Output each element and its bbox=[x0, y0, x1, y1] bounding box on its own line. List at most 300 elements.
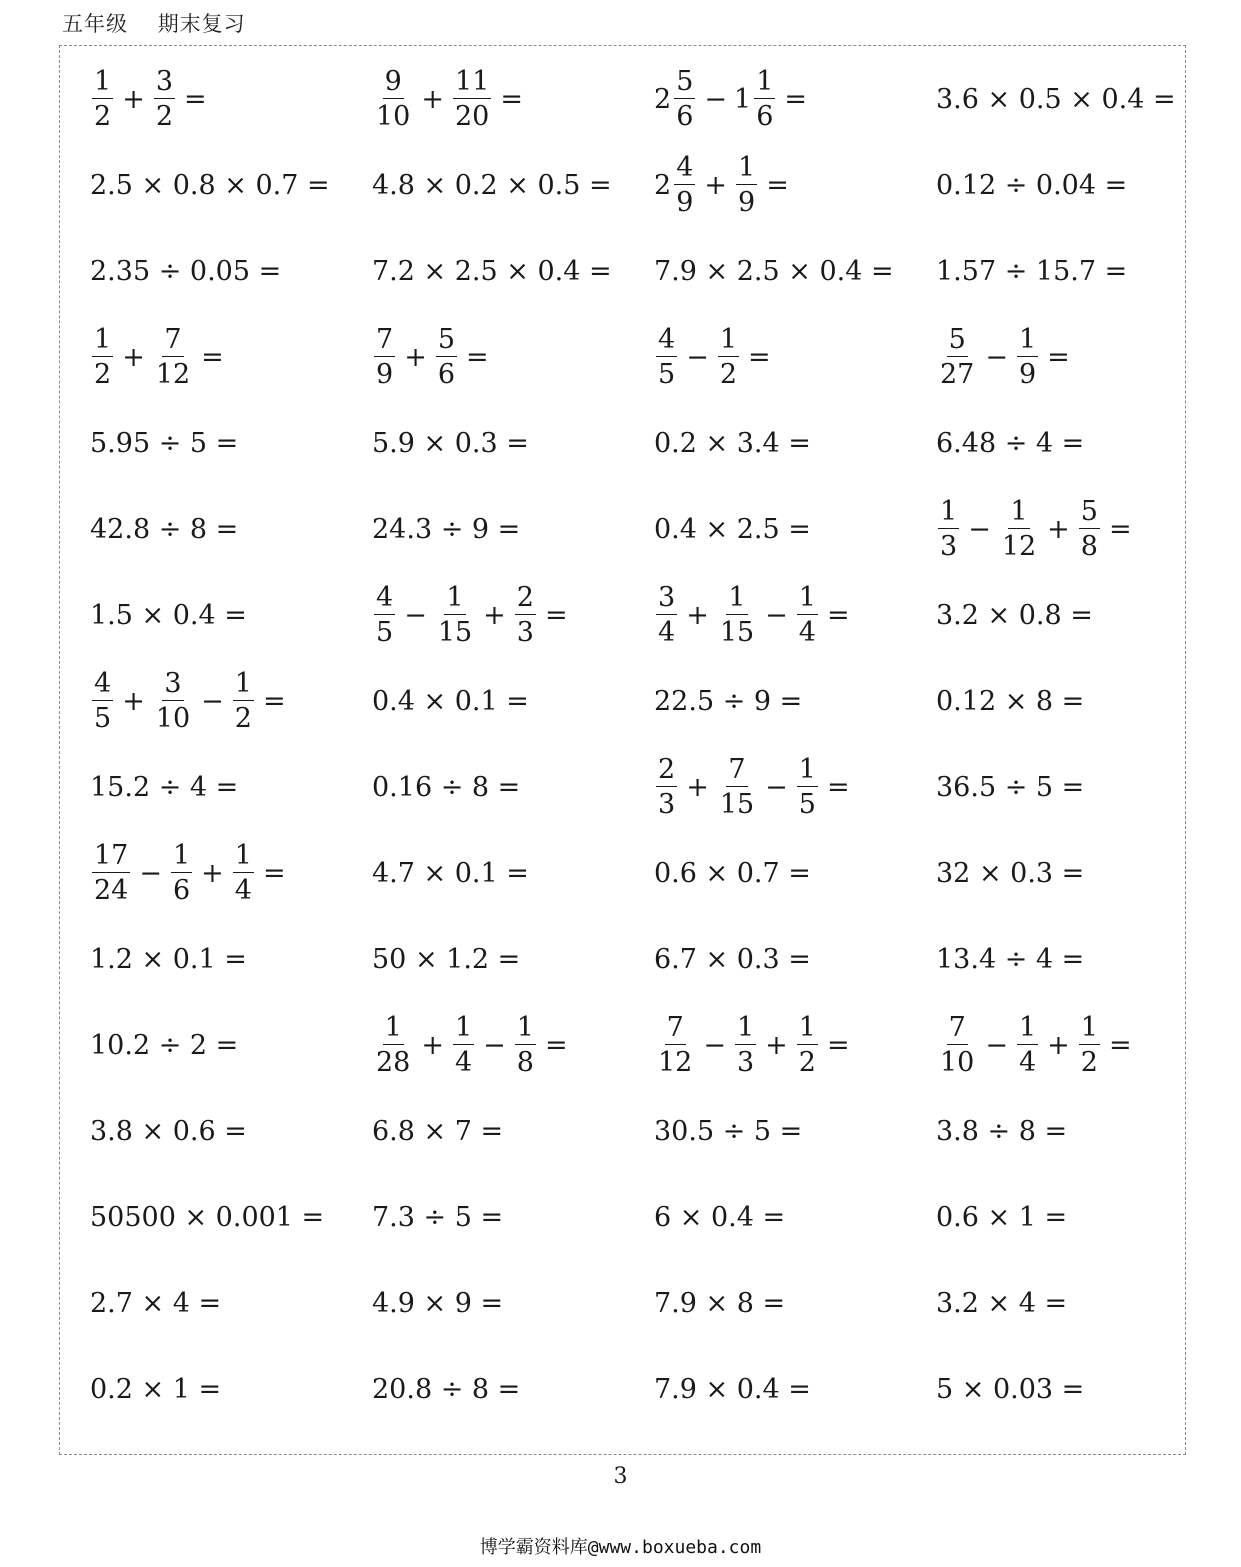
fraction bbox=[797, 756, 818, 818]
expression-text: 3.8 ÷ 8 = bbox=[936, 1115, 1068, 1147]
fraction bbox=[374, 68, 412, 130]
denominator: 4 bbox=[1018, 1047, 1037, 1078]
problem-row bbox=[90, 830, 1210, 916]
problem bbox=[936, 658, 1084, 744]
numerator: 5 bbox=[437, 324, 455, 355]
expression-text: 2.35 ÷ 0.05 = bbox=[90, 255, 282, 287]
problem bbox=[936, 916, 1084, 1002]
problem bbox=[936, 1346, 1084, 1432]
problem bbox=[372, 658, 529, 744]
denominator: 5 bbox=[798, 789, 816, 820]
expression-text: 6 × 0.4 = bbox=[654, 1201, 786, 1233]
denominator: 10 bbox=[376, 101, 411, 132]
problem bbox=[90, 572, 247, 658]
denominator: 9 bbox=[1018, 359, 1037, 390]
expression-text: 0.2 × 1 = bbox=[90, 1373, 222, 1405]
problem bbox=[654, 1260, 785, 1346]
denominator: 2 bbox=[94, 101, 112, 132]
denominator: 10 bbox=[940, 1047, 975, 1078]
operator: = bbox=[262, 857, 286, 889]
fraction bbox=[656, 326, 677, 388]
fraction bbox=[154, 670, 192, 732]
fraction bbox=[754, 68, 775, 130]
problem bbox=[90, 228, 281, 314]
expression-text: 5 × 0.03 = bbox=[936, 1373, 1085, 1405]
numerator: 1 bbox=[1018, 324, 1037, 355]
numerator: 1 bbox=[454, 1012, 473, 1043]
problem bbox=[936, 228, 1127, 314]
expression-text: 3.8 × 0.6 = bbox=[90, 1115, 247, 1147]
expression-text: 15.2 ÷ 4 = bbox=[90, 771, 239, 803]
numerator: 1 bbox=[94, 324, 112, 355]
operator: − bbox=[404, 599, 427, 631]
fraction bbox=[1079, 498, 1100, 560]
numerator: 1 bbox=[1080, 1012, 1098, 1043]
expression-text: 5.9 × 0.3 = bbox=[372, 427, 529, 459]
numerator: 7 bbox=[728, 754, 746, 785]
problem-row bbox=[90, 1346, 1210, 1432]
denominator: 9 bbox=[676, 187, 694, 218]
problem bbox=[936, 1174, 1067, 1260]
footer-watermark: 博学霸资料库@www.boxueba.com bbox=[479, 1537, 762, 1558]
problem bbox=[654, 658, 802, 744]
operator: − bbox=[985, 341, 1008, 373]
denominator: 6 bbox=[437, 359, 455, 390]
denominator: 6 bbox=[676, 101, 694, 132]
problem-row bbox=[90, 1260, 1210, 1346]
operator: + bbox=[122, 685, 145, 717]
operator: + bbox=[421, 83, 444, 115]
operator: + bbox=[122, 83, 145, 115]
problem bbox=[90, 830, 293, 916]
denominator: 2 bbox=[719, 359, 737, 390]
problem bbox=[90, 1346, 221, 1432]
expression-text: 13.4 ÷ 4 = bbox=[936, 943, 1085, 975]
problem-row bbox=[90, 658, 1210, 744]
expression-text: 4.9 × 9 = bbox=[372, 1287, 504, 1319]
numerator: 1 bbox=[1018, 1012, 1037, 1043]
problem bbox=[936, 1260, 1067, 1346]
expression-text: 10.2 ÷ 2 = bbox=[90, 1029, 239, 1061]
page-number: 3 bbox=[613, 1464, 628, 1489]
problem bbox=[936, 400, 1084, 486]
fraction bbox=[1017, 326, 1038, 388]
expression-text: 24.3 ÷ 9 = bbox=[372, 513, 521, 545]
problem bbox=[372, 486, 520, 572]
denominator: 2 bbox=[155, 101, 173, 132]
fraction bbox=[1079, 1014, 1100, 1076]
denominator: 4 bbox=[798, 617, 816, 648]
operator: = bbox=[500, 83, 523, 115]
expression-text: 32 × 0.3 = bbox=[936, 857, 1085, 889]
fraction bbox=[374, 326, 395, 388]
numerator: 1 bbox=[516, 1012, 534, 1043]
numerator: 1 bbox=[446, 582, 464, 613]
problem bbox=[372, 916, 520, 1002]
denominator: 6 bbox=[172, 875, 191, 906]
numerator: 1 bbox=[172, 840, 191, 871]
numerator: 3 bbox=[658, 582, 676, 613]
problem bbox=[936, 56, 1176, 142]
numerator: 7 bbox=[948, 1012, 966, 1043]
denominator: 10 bbox=[155, 703, 191, 734]
fraction bbox=[436, 584, 474, 646]
denominator: 2 bbox=[1080, 1047, 1098, 1078]
expression-text: 6.48 ÷ 4 = bbox=[936, 427, 1085, 459]
problem bbox=[372, 142, 612, 228]
denominator: 28 bbox=[376, 1047, 411, 1078]
denominator: 4 bbox=[658, 617, 676, 648]
numerator: 1 bbox=[756, 66, 774, 97]
operator: = bbox=[1108, 513, 1132, 545]
fraction bbox=[515, 584, 536, 646]
denominator: 12 bbox=[155, 359, 191, 390]
operator: = bbox=[826, 1029, 850, 1061]
problem bbox=[90, 658, 293, 744]
denominator: 4 bbox=[234, 875, 252, 906]
operator: = bbox=[262, 685, 286, 717]
problem-row bbox=[90, 1002, 1210, 1088]
problem bbox=[90, 400, 238, 486]
expression-text: 6.8 × 7 = bbox=[372, 1115, 504, 1147]
operator: + bbox=[765, 1029, 788, 1061]
operator: + bbox=[421, 1029, 444, 1061]
fraction bbox=[674, 154, 695, 216]
fraction bbox=[938, 326, 976, 388]
mixed-whole: 2 bbox=[654, 83, 672, 115]
denominator: 3 bbox=[940, 531, 958, 562]
problem bbox=[654, 486, 811, 572]
mixed-whole: 2 bbox=[654, 169, 672, 201]
problem bbox=[654, 56, 814, 142]
expression-text: 7.9 × 0.4 = bbox=[654, 1373, 811, 1405]
expression-text: 50 × 1.2 = bbox=[372, 943, 521, 975]
problem bbox=[936, 1002, 1139, 1088]
problem-row bbox=[90, 228, 1210, 314]
expression-text: 36.5 ÷ 5 = bbox=[936, 771, 1085, 803]
operator: − bbox=[483, 1029, 506, 1061]
operator: + bbox=[686, 771, 709, 803]
operator: − bbox=[968, 513, 991, 545]
expression-text: 3.2 × 4 = bbox=[936, 1287, 1068, 1319]
operator: = bbox=[544, 1029, 568, 1061]
expression-text: 4.8 × 0.2 × 0.5 = bbox=[372, 169, 612, 201]
operator: − bbox=[139, 857, 162, 889]
problem bbox=[936, 830, 1084, 916]
problem bbox=[936, 486, 1139, 572]
denominator: 5 bbox=[94, 703, 112, 734]
expression-text: 7.9 × 8 = bbox=[654, 1287, 786, 1319]
expression-text: 3.2 × 0.8 = bbox=[936, 599, 1093, 631]
problem bbox=[654, 142, 796, 228]
problem bbox=[654, 830, 811, 916]
fraction bbox=[374, 1014, 412, 1076]
operator: + bbox=[1047, 1029, 1070, 1061]
problem bbox=[654, 916, 811, 1002]
fraction bbox=[515, 1014, 536, 1076]
fraction bbox=[656, 756, 677, 818]
problem bbox=[372, 228, 612, 314]
fraction bbox=[171, 842, 192, 904]
problem bbox=[936, 142, 1127, 228]
fraction bbox=[938, 1014, 976, 1076]
operator: = bbox=[184, 83, 207, 115]
denominator: 2 bbox=[234, 703, 252, 734]
problem bbox=[654, 572, 857, 658]
fraction bbox=[1017, 1014, 1038, 1076]
numerator: 1 bbox=[94, 66, 112, 97]
numerator: 1 bbox=[738, 152, 756, 183]
operator: + bbox=[122, 341, 145, 373]
problem bbox=[936, 744, 1084, 830]
denominator: 9 bbox=[376, 359, 394, 390]
problem bbox=[372, 314, 496, 400]
expression-text: 0.4 × 0.1 = bbox=[372, 685, 529, 717]
problem bbox=[372, 744, 520, 830]
operator: − bbox=[765, 599, 788, 631]
problem bbox=[654, 314, 778, 400]
fraction bbox=[938, 498, 959, 560]
expression-text: 0.6 × 1 = bbox=[936, 1201, 1068, 1233]
numerator: 2 bbox=[658, 754, 676, 785]
expression-text: 7.2 × 2.5 × 0.4 = bbox=[372, 255, 612, 287]
numerator: 7 bbox=[376, 324, 394, 355]
expression-text: 0.12 × 8 = bbox=[936, 685, 1085, 717]
fraction bbox=[718, 756, 756, 818]
fraction bbox=[233, 670, 254, 732]
numerator: 1 bbox=[798, 754, 816, 785]
problem-row bbox=[90, 916, 1210, 1002]
denominator: 3 bbox=[658, 789, 676, 820]
problem bbox=[372, 830, 529, 916]
expression-text: 1.5 × 0.4 = bbox=[90, 599, 247, 631]
numerator: 4 bbox=[376, 582, 394, 613]
operator: − bbox=[985, 1029, 1008, 1061]
operator: = bbox=[784, 83, 807, 115]
expression-text: 1.2 × 0.1 = bbox=[90, 943, 247, 975]
problem-row bbox=[90, 486, 1210, 572]
problem bbox=[654, 1346, 811, 1432]
problem bbox=[936, 572, 1093, 658]
problem bbox=[372, 1260, 503, 1346]
operator: + bbox=[686, 599, 709, 631]
expression-text: 7.9 × 2.5 × 0.4 = bbox=[654, 255, 894, 287]
operator: = bbox=[826, 771, 850, 803]
problem-row bbox=[90, 56, 1210, 142]
numerator: 11 bbox=[454, 66, 490, 97]
problem bbox=[654, 1174, 785, 1260]
denominator: 3 bbox=[736, 1047, 755, 1078]
problem bbox=[654, 400, 811, 486]
fraction bbox=[656, 1014, 694, 1076]
operator: = bbox=[544, 599, 568, 631]
numerator: 1 bbox=[234, 840, 252, 871]
fraction bbox=[92, 670, 113, 732]
denominator: 15 bbox=[719, 617, 755, 648]
expression-text: 0.6 × 0.7 = bbox=[654, 857, 811, 889]
fraction bbox=[436, 326, 457, 388]
fraction bbox=[453, 68, 491, 130]
denominator: 2 bbox=[94, 359, 112, 390]
fraction bbox=[92, 842, 130, 904]
problem-row bbox=[90, 314, 1210, 400]
operator: − bbox=[703, 1029, 726, 1061]
header-title: 期末复习 bbox=[157, 12, 246, 36]
numerator: 7 bbox=[164, 324, 182, 355]
fraction bbox=[233, 842, 254, 904]
expression-text: 1.57 ÷ 15.7 = bbox=[936, 255, 1128, 287]
expression-text: 6.7 × 0.3 = bbox=[654, 943, 811, 975]
operator: + bbox=[1047, 513, 1070, 545]
problem bbox=[654, 1088, 802, 1174]
grade-label: 五年级 bbox=[62, 12, 128, 36]
numerator: 5 bbox=[1080, 496, 1098, 527]
fraction bbox=[453, 1014, 474, 1076]
numerator: 5 bbox=[676, 66, 694, 97]
operator: = bbox=[766, 169, 789, 201]
numerator: 7 bbox=[666, 1012, 684, 1043]
numerator: 1 bbox=[719, 324, 737, 355]
problem bbox=[372, 1002, 575, 1088]
fraction bbox=[718, 584, 756, 646]
operator: = bbox=[201, 341, 224, 373]
operator: + bbox=[404, 341, 427, 373]
numerator: 2 bbox=[516, 582, 534, 613]
fraction bbox=[797, 1014, 818, 1076]
denominator: 8 bbox=[516, 1047, 534, 1078]
expression-text: 20.8 ÷ 8 = bbox=[372, 1373, 521, 1405]
fraction bbox=[154, 68, 175, 130]
problem bbox=[90, 56, 214, 142]
problem bbox=[90, 916, 247, 1002]
expression-text: 42.8 ÷ 8 = bbox=[90, 513, 239, 545]
expression-text: 0.2 × 3.4 = bbox=[654, 427, 811, 459]
denominator: 2 bbox=[798, 1047, 816, 1078]
numerator: 3 bbox=[155, 66, 173, 97]
page-header bbox=[62, 8, 268, 38]
problem bbox=[90, 486, 238, 572]
fraction bbox=[674, 68, 695, 130]
expression-text: 2.7 × 4 = bbox=[90, 1287, 222, 1319]
denominator: 8 bbox=[1080, 531, 1098, 562]
problem bbox=[936, 1088, 1067, 1174]
expression-text: 5.95 ÷ 5 = bbox=[90, 427, 239, 459]
problem-row bbox=[90, 400, 1210, 486]
fraction bbox=[718, 326, 739, 388]
problem bbox=[90, 1088, 247, 1174]
denominator: 3 bbox=[516, 617, 534, 648]
numerator: 17 bbox=[94, 840, 129, 871]
fraction bbox=[374, 584, 395, 646]
problem-row bbox=[90, 1174, 1210, 1260]
problem-grid bbox=[90, 56, 1210, 1432]
expression-text: 0.4 × 2.5 = bbox=[654, 513, 811, 545]
numerator: 4 bbox=[676, 152, 694, 183]
expression-text: 3.6 × 0.5 × 0.4 = bbox=[936, 83, 1176, 115]
problem-row bbox=[90, 142, 1210, 228]
problem bbox=[372, 56, 530, 142]
numerator: 1 bbox=[1010, 496, 1028, 527]
expression-text: 0.16 ÷ 8 = bbox=[372, 771, 521, 803]
expression-text: 0.12 ÷ 0.04 = bbox=[936, 169, 1128, 201]
denominator: 15 bbox=[719, 789, 755, 820]
denominator: 12 bbox=[1001, 531, 1037, 562]
operator: − bbox=[201, 685, 224, 717]
problem bbox=[90, 1260, 221, 1346]
problem bbox=[654, 1002, 857, 1088]
operator: = bbox=[748, 341, 771, 373]
problem bbox=[372, 1346, 520, 1432]
operator: − bbox=[704, 83, 727, 115]
expression-text: 2.5 × 0.8 × 0.7 = bbox=[90, 169, 330, 201]
problem bbox=[372, 572, 575, 658]
fraction bbox=[92, 68, 113, 130]
denominator: 6 bbox=[756, 101, 774, 132]
problem bbox=[90, 744, 238, 830]
numerator: 1 bbox=[728, 582, 746, 613]
operator: + bbox=[201, 857, 224, 889]
fraction bbox=[154, 326, 192, 388]
operator: = bbox=[1047, 341, 1070, 373]
numerator: 9 bbox=[384, 66, 402, 97]
problem bbox=[372, 1174, 503, 1260]
problem bbox=[90, 1002, 238, 1088]
numerator: 4 bbox=[658, 324, 676, 355]
numerator: 1 bbox=[234, 668, 252, 699]
operator: − bbox=[765, 771, 788, 803]
denominator: 9 bbox=[738, 187, 756, 218]
numerator: 1 bbox=[736, 1012, 755, 1043]
problem bbox=[372, 1088, 503, 1174]
operator: = bbox=[466, 341, 489, 373]
expression-text: 50500 × 0.001 = bbox=[90, 1201, 325, 1233]
problem bbox=[372, 400, 529, 486]
problem bbox=[90, 142, 330, 228]
problem-row bbox=[90, 744, 1210, 830]
problem bbox=[90, 1174, 324, 1260]
problem bbox=[654, 228, 894, 314]
numerator: 1 bbox=[384, 1012, 402, 1043]
mixed-whole: 1 bbox=[734, 83, 752, 115]
expression-text: 7.3 ÷ 5 = bbox=[372, 1201, 504, 1233]
problem-row bbox=[90, 1088, 1210, 1174]
problem bbox=[936, 314, 1077, 400]
numerator: 1 bbox=[798, 1012, 816, 1043]
problem-row bbox=[90, 572, 1210, 658]
denominator: 27 bbox=[940, 359, 975, 390]
denominator: 4 bbox=[454, 1047, 473, 1078]
operator: + bbox=[483, 599, 506, 631]
operator: = bbox=[1108, 1029, 1132, 1061]
fraction bbox=[656, 584, 677, 646]
expression-text: 4.7 × 0.1 = bbox=[372, 857, 529, 889]
denominator: 24 bbox=[94, 875, 129, 906]
expression-text: 30.5 ÷ 5 = bbox=[654, 1115, 803, 1147]
denominator: 20 bbox=[454, 101, 490, 132]
fraction bbox=[735, 1014, 756, 1076]
numerator: 3 bbox=[164, 668, 182, 699]
denominator: 15 bbox=[437, 617, 473, 648]
fraction bbox=[1000, 498, 1038, 560]
operator: − bbox=[686, 341, 709, 373]
denominator: 12 bbox=[658, 1047, 693, 1078]
problem bbox=[654, 744, 857, 830]
numerator: 1 bbox=[940, 496, 958, 527]
fraction bbox=[797, 584, 818, 646]
fraction bbox=[736, 154, 757, 216]
numerator: 5 bbox=[948, 324, 966, 355]
problem bbox=[90, 314, 231, 400]
